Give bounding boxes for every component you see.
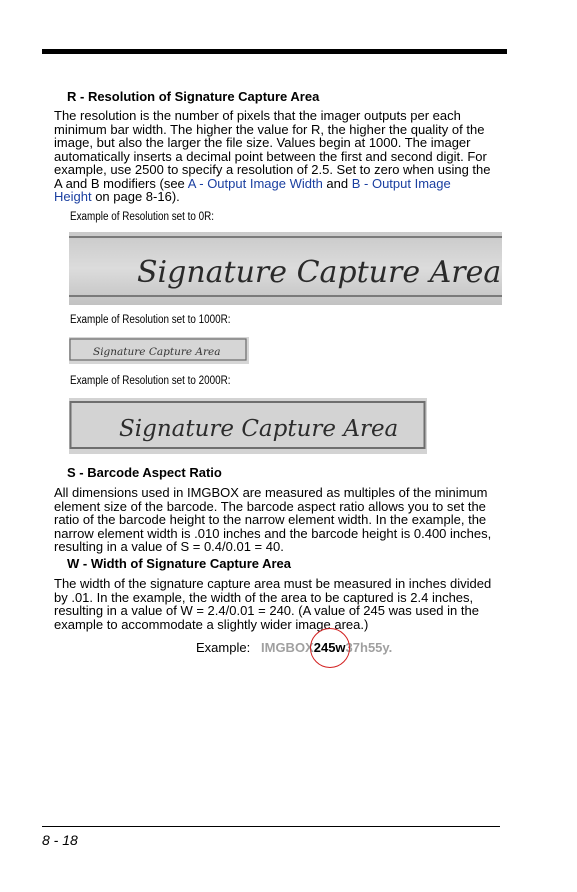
section-w-heading: W - Width of Signature Capture Area bbox=[67, 556, 292, 571]
body-line: The width of the signature capture area must be measured in inches divided bbox=[54, 576, 492, 591]
body-line: resulting in a value of W = 2.4/0.01 = 240. (A value of 245 was used in the bbox=[54, 603, 479, 618]
section-s-body bbox=[54, 486, 499, 554]
command-highlight: 245w bbox=[313, 640, 346, 655]
body-line: resulting in a value of S = 0.4/0.01 = 40. bbox=[54, 539, 284, 554]
example-1000r-caption: Example of Resolution set to 1000R: bbox=[70, 314, 231, 326]
top-rule bbox=[42, 49, 507, 54]
signature-text: Signature Capture Area bbox=[137, 255, 502, 290]
example-0r-caption: Example of Resolution set to 0R: bbox=[70, 211, 215, 223]
body-line: example to accommodate a slightly wider image area.) bbox=[54, 616, 369, 632]
example-label: Example: bbox=[196, 640, 251, 655]
section-r-heading: R - Resolution of Signature Capture Area bbox=[67, 89, 320, 104]
body-line: example, use 2500 to specify a resolution of 2.5. Set to zero when using the bbox=[54, 162, 491, 177]
bottom-rule bbox=[42, 826, 500, 827]
signature-image-1000r bbox=[69, 337, 249, 364]
body-line bbox=[54, 177, 499, 191]
body-line: by .01. In the example, the width of the area to be captured is 2.4 inches, bbox=[54, 589, 474, 605]
link-output-image-height-cont[interactable]: Height bbox=[54, 189, 92, 204]
signature-image-2000r bbox=[69, 398, 427, 454]
body-text: and bbox=[322, 175, 352, 191]
body-line: image, but also the larger the file size. Values begin at 1000. The imager bbox=[54, 135, 471, 150]
link-output-image-width[interactable]: A - Output Image Width bbox=[187, 175, 323, 191]
body-line: The resolution is the number of pixels that the imager outputs per each bbox=[54, 108, 461, 123]
body-line bbox=[54, 190, 499, 204]
command-prefix: IMGBOX bbox=[261, 640, 314, 655]
page-number: 8 - 18 bbox=[42, 832, 78, 848]
body-line: element size of the barcode. The barcode aspect ratio allows you to set the bbox=[54, 498, 486, 514]
body-line: automatically inserts a decimal point between the first and second digit. For bbox=[54, 148, 487, 164]
body-text: A and B modifiers (see bbox=[54, 175, 188, 191]
signature-image-0r bbox=[69, 232, 502, 305]
example-2000r-caption: Example of Resolution set to 2000R: bbox=[70, 375, 231, 387]
link-output-image-height[interactable]: B - Output Image bbox=[351, 175, 451, 191]
body-text: on page 8-16). bbox=[91, 189, 180, 204]
signature-text: Signature Capture Area bbox=[93, 346, 221, 358]
body-line: minimum bar width. The higher the value for R, the higher the quality of the bbox=[54, 121, 485, 137]
section-w-body bbox=[54, 577, 499, 631]
section-r-body bbox=[54, 109, 499, 204]
section-s-heading: S - Barcode Aspect Ratio bbox=[67, 465, 222, 480]
body-line: ratio of the barcode height to the narrow element width. In the example, the bbox=[54, 512, 487, 527]
body-line: All dimensions used in IMGBOX are measured as multiples of the minimum bbox=[54, 485, 488, 500]
signature-text: Signature Capture Area bbox=[119, 416, 399, 442]
command-suffix: 37h55y. bbox=[345, 640, 393, 655]
highlight-circle bbox=[310, 628, 350, 668]
body-line: narrow element width is .010 inches and the barcode height is 0.400 inches, bbox=[54, 525, 492, 541]
